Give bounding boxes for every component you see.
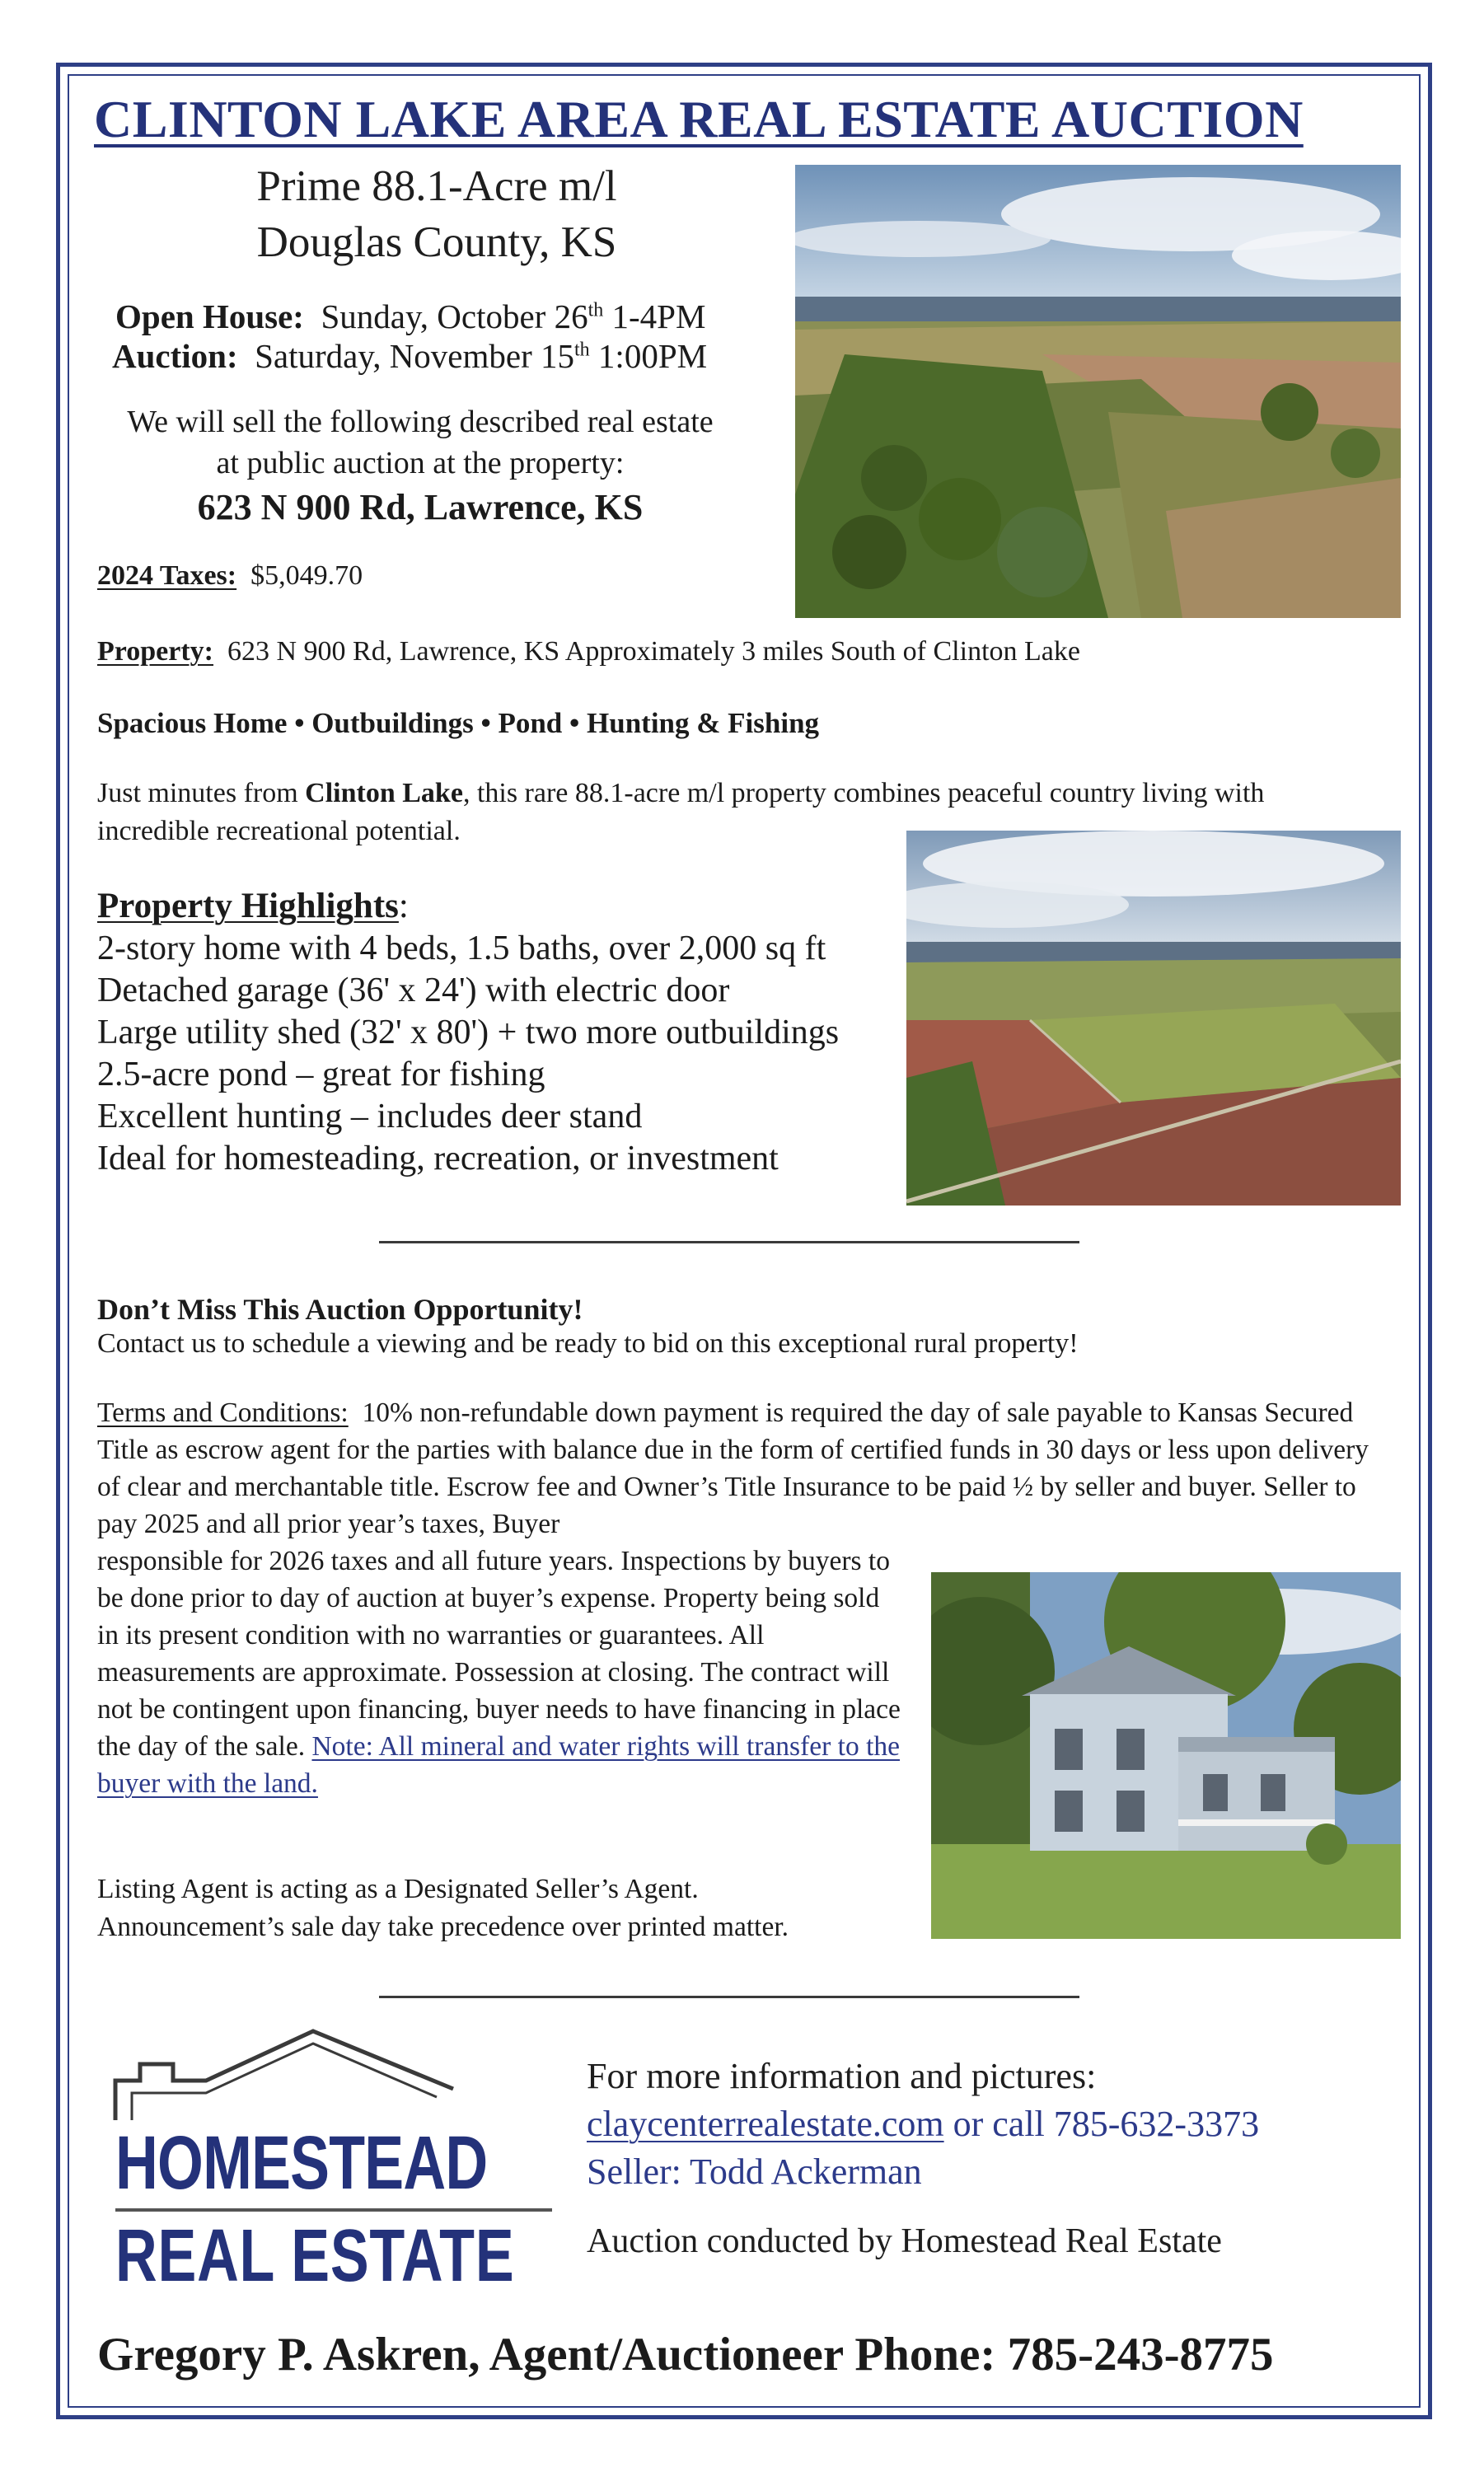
features-line: Spacious Home • Outbuildings • Pond • Hunting & Fishing [97,707,820,739]
property-address: 623 N 900 Rd, Lawrence, KS [197,487,644,527]
logo-line-1: HOMESTEAD [115,2121,488,2205]
terms-note: Note: All mineral and water rights will transfer to the buyer with the land. [97,1731,901,1799]
contact-line-2 [587,2101,1259,2147]
intro-line-2: at public auction at the property: [216,446,625,480]
contact-line-1: For more information and pictures: [587,2056,1097,2096]
call-text: or call 785-632-3373 [943,2104,1260,2144]
website-link[interactable]: claycenterrealestate.com [587,2104,944,2144]
seller-line: Seller: Todd Ackerman [587,2151,922,2192]
open-house-day: Sunday, October 26 [321,297,588,335]
open-house-line [115,297,705,336]
highlights-title: Property Highlights [97,887,399,925]
terms-label: Terms and Conditions: [97,1398,349,1428]
terms-wide [97,1394,1383,1543]
house-photo [931,1572,1401,1939]
taxes-label: 2024 Taxes: [97,560,237,591]
acreage-subtitle: Prime 88.1-Acre m/l [256,162,617,210]
highlight-item: Excellent hunting – includes deer stand [97,1098,643,1135]
auction-label: Auction: [112,337,238,375]
taxes-line [97,560,363,592]
county-subtitle: Douglas County, KS [256,218,617,266]
disclaimer [97,1870,789,1946]
house-roof-icon [107,2023,569,2122]
highlight-item: Detached garage (36' x 24') with electric door [97,971,730,1009]
highlight-item: Large utility shed (32' x 80') + two more outbuildings [97,1014,840,1051]
highlights-list [97,928,839,1180]
divider-2 [379,1996,1079,1998]
desc-post: , this rare 88.1-acre m/l property combines peaceful country living with incredible recreational potential. [97,778,1265,846]
logo-rule [115,2208,552,2212]
agent-footer: Gregory P. Askren, Agent/Auctioneer Phone: 785-243-8775 [97,2329,1274,2381]
intro-line-1: We will sell the following described real estate [127,405,714,439]
taxes-value: $5,049.70 [250,560,363,591]
logo-line-2: REAL ESTATE [115,2215,515,2297]
open-house-label: Open House: [115,297,304,335]
property-line [97,636,1080,667]
property-label: Property: [97,636,213,667]
highlight-item: 2.5-acre pond – great for fishing [97,1056,545,1093]
divider-1 [379,1241,1079,1243]
auction-sup: th [574,339,590,361]
auction-time: 1:00PM [589,337,708,375]
conducted-by-line: Auction conducted by Homestead Real Estate [587,2222,1222,2260]
terms-wide-text: 10% non-refundable down payment is required the day of sale payable to Kansas Secured Title as escrow agent for the parties with balance due in the form of certified funds in 30 days or less upon delivery of clear and merchantable title. Escrow fee and Owner’s Title Insurance to be paid ½ by seller and buyer. Seller to pay 2025 and all prior year’s taxes, Buyer [97,1398,1369,1539]
highlight-item: Ideal for homesteading, recreation, or investment [97,1140,779,1177]
aerial-photo-1 [795,165,1401,618]
highlights-colon: : [398,887,409,925]
cta-text: Contact us to schedule a viewing and be ready to bid on this exceptional rural property! [97,1328,1079,1359]
open-house-time: 1-4PM [603,297,706,335]
property-text: 623 N 900 Rd, Lawrence, KS Approximately 3 miles South of Clinton Lake [227,636,1080,667]
disclaimer-line-1: Listing Agent is acting as a Designated Seller’s Agent. [97,1874,699,1904]
page-title: CLINTON LAKE AREA REAL ESTATE AUCTION [94,90,1304,148]
auction-day: Saturday, November 15 [255,337,574,375]
desc-bold: Clinton Lake [305,778,463,808]
open-house-sup: th [588,299,604,321]
disclaimer-line-2: Announcement’s sale day take precedence over printed matter. [97,1912,789,1942]
auction-line [112,336,707,376]
terms-narrow-text: responsible for 2026 taxes and all future years. Inspections by buyers to be done prior to day of auction at buyer’s expense. Property being sold in its present condition with no warranties or guarantees. All measurements are approximate. Possession at closing. The contract will not be contingent upon financing, buyer needs to have financing in place the day of the sale. [97,1546,901,1762]
homestead-logo [107,2023,569,2295]
desc-pre: Just minutes from [97,778,306,808]
highlight-item: 2-story home with 4 beds, 1.5 baths, over 2,000 sq ft [97,929,826,967]
highlights-heading [97,886,409,926]
aerial-photo-2 [906,831,1401,1206]
cta-heading: Don’t Miss This Auction Opportunity! [97,1293,583,1326]
terms-narrow [97,1543,901,1802]
